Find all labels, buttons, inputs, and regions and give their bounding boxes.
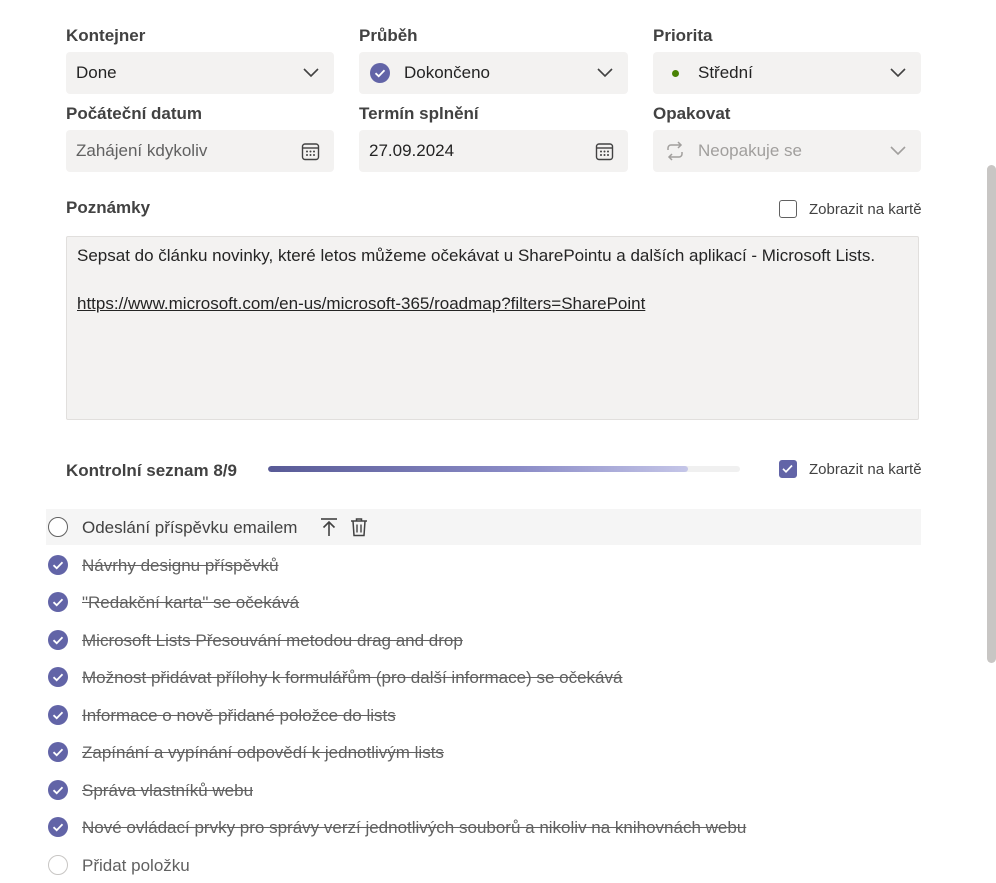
checklist-item[interactable] (46, 622, 921, 658)
checklist-item-text[interactable]: Možnost přidávat přílohy k formulářům (pro další informace) se očekává (82, 668, 623, 687)
start-date-placeholder: Zahájení kdykoliv (76, 141, 208, 160)
bucket-value: Done (76, 63, 117, 82)
notes-show-on-card-label: Zobrazit na kartě (809, 201, 922, 218)
priority-label: Priorita (653, 26, 713, 45)
due-date-label: Termín splnění (359, 104, 479, 123)
notes-show-on-card-checkbox[interactable] (779, 200, 797, 218)
check-circle-icon[interactable] (48, 555, 68, 575)
checklist-item[interactable] (46, 734, 921, 770)
check-circle-icon[interactable] (48, 817, 68, 837)
check-circle-icon[interactable] (48, 630, 68, 650)
add-checklist-item[interactable] (46, 847, 921, 883)
repeat-dropdown[interactable] (653, 130, 921, 172)
notes-link[interactable]: https://www.microsoft.com/en-us/microsoft-365/roadmap?filters=SharePoint (77, 294, 646, 313)
delete-icon[interactable] (349, 517, 369, 537)
repeat-icon (664, 141, 686, 161)
check-circle-icon[interactable] (48, 742, 68, 762)
checklist-item-text[interactable]: Návrhy designu příspěvků (82, 556, 279, 575)
move-to-top-icon[interactable] (319, 517, 339, 537)
priority-dropdown[interactable] (653, 52, 921, 94)
due-date-field[interactable] (359, 130, 628, 172)
add-circle-icon[interactable] (48, 855, 68, 875)
checklist-item-text[interactable]: Informace o nově přidané položce do lists (82, 706, 396, 725)
checklist-label: Kontrolní seznam 8/9 (66, 461, 237, 480)
start-date-field[interactable] (66, 130, 334, 172)
checklist-item-text[interactable]: "Redakční karta" se očekává (82, 593, 300, 612)
chevron-down-icon (596, 65, 614, 79)
notes-textarea[interactable] (66, 236, 919, 420)
checklist-item[interactable] (46, 659, 921, 695)
checklist-show-on-card-checkbox[interactable] (779, 460, 797, 478)
notes-label: Poznámky (66, 198, 151, 217)
bucket-label: Kontejner (66, 26, 146, 45)
checklist-item[interactable] (46, 772, 921, 808)
checklist-item[interactable] (46, 509, 921, 545)
check-circle-icon[interactable] (48, 705, 68, 725)
calendar-icon[interactable] (595, 142, 614, 161)
checklist-item[interactable] (46, 809, 921, 845)
priority-value: Střední (698, 63, 753, 82)
repeat-value: Neopakuje se (698, 141, 802, 160)
notes-text: Sepsat do článku novinky, které letos můžeme očekávat u SharePointu a dalších aplikací - Microsoft Lists. (77, 246, 876, 265)
checklist-item[interactable] (46, 697, 921, 733)
start-date-label: Počáteční datum (66, 104, 203, 123)
check-circle-icon (370, 63, 390, 83)
bucket-dropdown[interactable] (66, 52, 334, 94)
checklist-item-text[interactable]: Zapínání a vypínání odpovědí k jednotlivým lists (82, 743, 444, 762)
checklist-item-text[interactable]: Správa vlastníků webu (82, 781, 254, 800)
calendar-icon[interactable] (301, 142, 320, 161)
priority-dot-icon (672, 70, 679, 77)
chevron-down-icon (889, 65, 907, 79)
chevron-down-icon (302, 65, 320, 79)
check-circle-icon[interactable] (48, 592, 68, 612)
checklist-progress-fill (268, 466, 688, 472)
empty-circle-icon[interactable] (48, 517, 68, 537)
checkmark-icon (781, 462, 794, 475)
checklist-progress-bar (268, 466, 740, 472)
chevron-down-icon (889, 143, 907, 157)
checklist-item-text[interactable]: Odeslání příspěvku emailem (82, 518, 298, 537)
checklist-item-text[interactable]: Nové ovládací prvky pro správy verzí jednotlivých souborů a nikoliv na knihovnách webu (82, 818, 747, 837)
check-circle-icon[interactable] (48, 667, 68, 687)
scrollbar[interactable] (987, 165, 996, 663)
repeat-label: Opakovat (653, 104, 731, 123)
checklist-item[interactable] (46, 584, 921, 620)
progress-dropdown[interactable] (359, 52, 628, 94)
due-date-value: 27.09.2024 (369, 141, 455, 160)
check-circle-icon[interactable] (48, 780, 68, 800)
checklist-item-text[interactable]: Microsoft Lists Přesouvání metodou drag and drop (82, 631, 463, 650)
checklist-item[interactable] (46, 547, 921, 583)
checklist-show-on-card-label: Zobrazit na kartě (809, 461, 922, 478)
progress-value: Dokončeno (404, 63, 491, 82)
add-item-label[interactable]: Přidat položku (82, 856, 190, 875)
progress-label: Průběh (359, 26, 418, 45)
